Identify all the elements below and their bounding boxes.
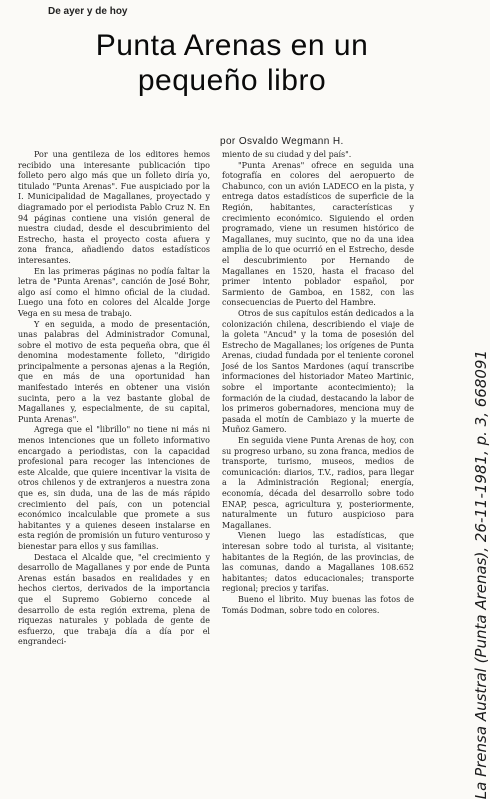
paragraph: Bueno el librito. Muy buenas las fotos de Tomás Dodman, sobre todo en colores. — [222, 594, 414, 615]
paragraph: Por una gentileza de los editores hemos recibido una interesante publicación tipo folleto pero algo más que un folleto diría yo, titulado "Punta Arenas". Fue auspiciado por la I. Municipalidad de Magallanes, proyectado y diagramado por el periodista Pablo Cruz N. En 94 páginas contiene una visión general de nuestra ciudad, desde el descubrimiento del Estrecho, hasta el proyecto costa afuera y zona franca, añadiendo datos estadísticos interesantes. — [18, 150, 210, 265]
headline-line-1: Punta Arenas en un — [95, 29, 369, 62]
article-column-left — [18, 150, 210, 648]
paragraph: Otros de sus capítulos están dedicados a la colonización chilena, describiendo el viaje de la goleta "Ancud" y la toma de posesión del Estrecho de Magallanes; los orígenes de Punta Arenas, ciudad fundada por el teniente coronel José de los Santos Mardones (aquí transcribe informaciones del historiador Mateo Martinic, sobre el importante acontecimiento); la formación de la ciudad, destacando la labor de los primeros gobernadores, menciona muy de pasada el motín de Cambiazo y la muerte de Muñoz Gamero. — [222, 308, 414, 435]
headline-line-2: pequeño libro — [137, 64, 327, 97]
article-column-right — [222, 150, 414, 616]
paragraph: En seguida viene Punta Arenas de hoy, con su progreso urbano, su zona franca, medios de transporte, turismo, museos, medios de comunicación: diarios, T.V., radios, para llegar a la Administración Regional; energía, economía, década del desarrollo sobre todo ENAP, pesca, agricultura y, posteriormente, naturalmente un futuro auspicioso para Magallanes. — [222, 436, 414, 530]
handwritten-annotation: La Prensa Austral (Punta Arenas), 26-11-1981, p. 3, 668091 — [472, 350, 490, 799]
paragraph: Y en seguida, a modo de presentación, unas palabras del Administrador Comunal, sobre el motivo de esta pequeña obra, que él denomina modestamente folleto, "dirigido principalmente a personas ajenas a la Región, que en más de una oportunidad han manifestado interés en obtener una visión sucinta, pero a la vez bastante global de Magallanes y, especialmente, de su capital, Punta Arenas". — [18, 319, 210, 424]
paragraph: "Punta Arenas" ofrece en seguida una fotografía en colores del aeropuerto de Chabunco, con un avión LADECO en la pista, y entrega datos estadísticos de superficie de la Región, habitantes, características y crecimiento económico. Siguiendo el orden programado, viene un resumen histórico de Magallanes, muy sucinto, que no da una idea amplia de lo que ocurrió en el Estrecho, desde el descubrimiento por Hernando de Magallanes en 1520, hasta el fracaso del primer intento poblador español, por Sarmiento de Gamboa, en 1582, con las consecuencias de Puerto del Hambre. — [222, 160, 414, 308]
headline — [52, 28, 412, 98]
paragraph: Vienen luego las estadísticas, que interesan sobre todo al turista, al visitante; habitantes de la Región, de las provincias, de las comunas, dando a Magallanes 108.652 habitantes; datos educacionales; transporte regional; precios y tarifas. — [222, 531, 414, 594]
byline: por Osvaldo Wegmann H. — [220, 136, 344, 147]
paragraph: Agrega que el "librillo" no tiene ni más ni menos intenciones que un folleto informativo encargado a periodistas, con la capacidad profesional para recoger las intenciones de este Alcalde, que quiere incentivar la visita de otros chilenos y de extranjeros a nuestra zona que es, sin duda, una de las de más rápido crecimiento del país, con un potencial económico incalculable que promete a sus habitantes y a quienes deseen instalarse en esta región de promisión un futuro venturoso y bienestar para ellos y sus familias. — [18, 425, 210, 551]
paragraph: miento de su ciudad y del país". — [222, 150, 352, 159]
paragraph: Destaca el Alcalde que, "el crecimiento y desarrollo de Magallanes y por ende de Punta Arenas están basados en realidades y en hechos ciertos, derivados de la importancia que el Supremo Gobierno concede al desarrollo de esta región extrema, plena de riquezas naturales y poblada de gente de esfuerzo, que trabaja día a día por el engrandeci- — [18, 552, 210, 647]
paragraph: En las primeras páginas no podía faltar la letra de "Punta Arenas", canción de José Bohr, algo así como el himno oficial de la ciudad. Luego una foto en colores del Alcalde Jorge Vega en su mesa de trabajo. — [18, 266, 210, 318]
section-label: De ayer y de hoy — [48, 6, 128, 17]
